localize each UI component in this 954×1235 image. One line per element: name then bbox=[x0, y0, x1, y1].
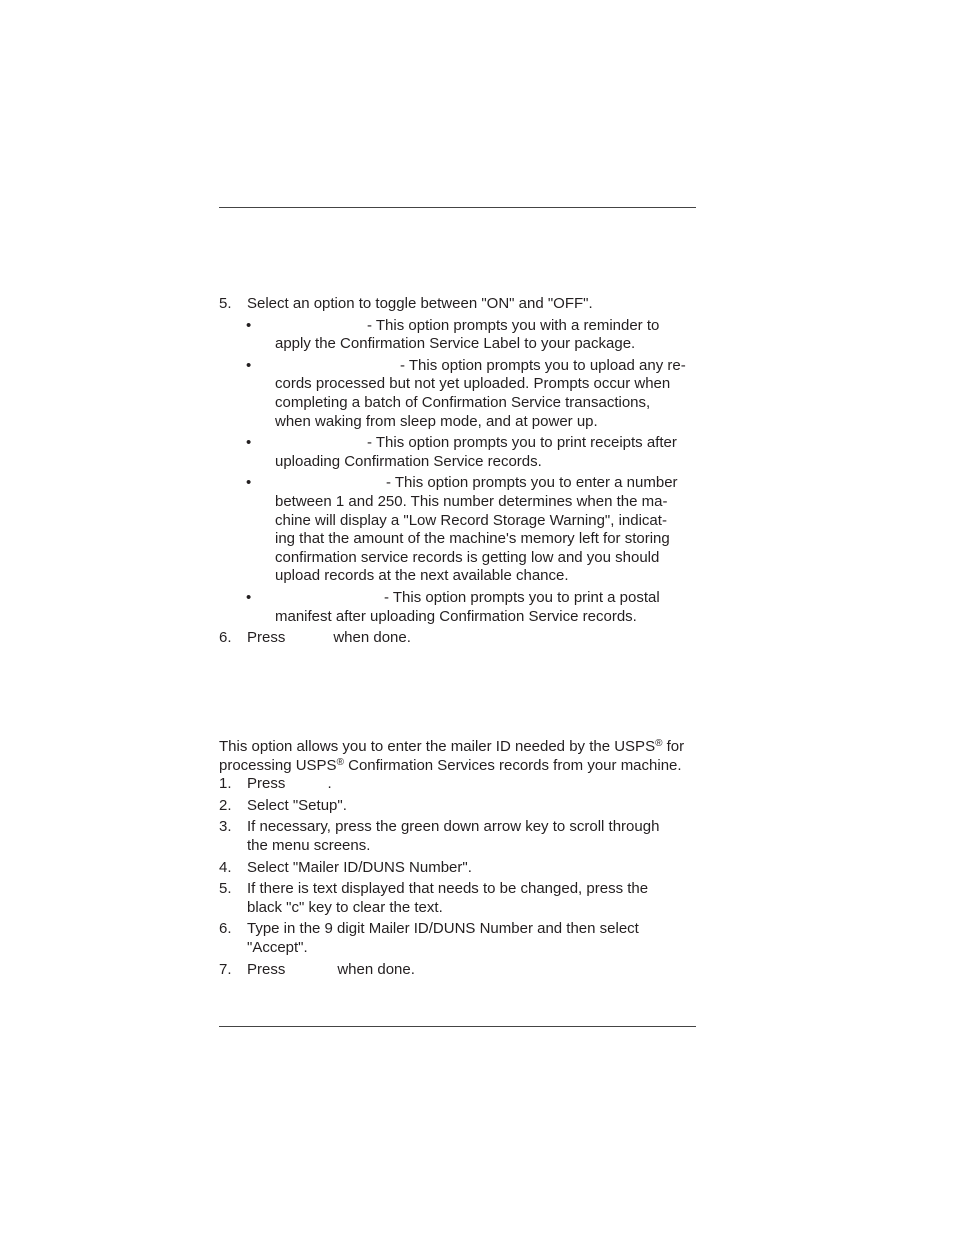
intro-text: for bbox=[662, 738, 685, 755]
step-number: 7. bbox=[219, 960, 232, 978]
bullet-line: - This option prompts you to enter a number bbox=[386, 474, 678, 492]
bullet-line: confirmation service records is getting low and you should bbox=[275, 548, 660, 566]
bullet-line: apply the Confirmation Service Label to your package. bbox=[275, 335, 636, 353]
step-text: black "c" key to clear the text. bbox=[247, 898, 443, 916]
intro-line bbox=[219, 738, 699, 757]
bullet-item bbox=[219, 589, 699, 626]
step-number: 1. bbox=[219, 775, 232, 793]
bullet-line: when waking from sleep mode, and at power up. bbox=[275, 412, 598, 430]
bullet-item bbox=[219, 474, 699, 586]
bullet-line: uploading Confirmation Service records. bbox=[275, 452, 542, 470]
bullet-icon: • bbox=[246, 316, 252, 334]
header-rule bbox=[219, 207, 696, 208]
step-text: If necessary, press the green down arrow key to scroll through bbox=[247, 818, 660, 836]
bullet-line: - This option prompts you with a reminder to bbox=[367, 316, 660, 334]
step-rest-text: when done. bbox=[333, 629, 411, 647]
step-text: If there is text displayed that needs to be changed, press the bbox=[247, 880, 649, 898]
step-text: Select "Setup". bbox=[247, 796, 347, 814]
bullet-line: cords processed but not yet uploaded. Prompts occur when bbox=[275, 375, 671, 393]
bullet-line: upload records at the next available chance. bbox=[275, 567, 569, 585]
step-6 bbox=[219, 920, 699, 957]
bullet-line: - This option prompts you to upload any re- bbox=[400, 356, 686, 374]
step-number: 4. bbox=[219, 858, 232, 876]
bullet-icon: • bbox=[246, 588, 252, 606]
step-text: Select an option to toggle between "ON" and "OFF". bbox=[247, 295, 593, 312]
step-text: the menu screens. bbox=[247, 836, 371, 854]
bullet-line: chine will display a "Low Record Storage Warning", indicat- bbox=[275, 511, 667, 529]
mailer-id-section bbox=[219, 738, 699, 979]
step-number: 6. bbox=[219, 920, 232, 938]
step-7 bbox=[219, 961, 699, 980]
step-number: 5. bbox=[219, 880, 232, 898]
step-text: Type in the 9 digit Mailer ID/DUNS Number and then select bbox=[247, 920, 639, 938]
bullet-line: between 1 and 250. This number determines when the ma- bbox=[275, 492, 668, 510]
step-3 bbox=[219, 818, 699, 855]
registered-mark: ® bbox=[655, 738, 663, 749]
step-5 bbox=[219, 880, 699, 917]
bullet-icon: • bbox=[246, 434, 252, 452]
step-5 bbox=[219, 295, 699, 314]
registered-mark: ® bbox=[336, 756, 344, 768]
step-2 bbox=[219, 797, 699, 816]
intro-text: Confirmation Services records from your machine. bbox=[343, 756, 682, 774]
step-number: 3. bbox=[219, 818, 232, 836]
bullet-icon: • bbox=[246, 356, 252, 374]
footer-rule bbox=[219, 1026, 696, 1027]
intro-line bbox=[219, 757, 699, 776]
bullet-line: manifest after uploading Confirmation Service records. bbox=[275, 607, 637, 625]
step-number: 6. bbox=[219, 629, 232, 647]
step-number: 2. bbox=[219, 796, 232, 814]
bullet-line: - This option prompts you to print receipts after bbox=[367, 434, 677, 452]
step-number: 5. bbox=[219, 295, 232, 312]
bullet-line: - This option prompts you to print a postal bbox=[384, 588, 660, 606]
bullet-item bbox=[219, 434, 699, 471]
step-text: Press . bbox=[247, 775, 332, 793]
step-press-text: Press bbox=[247, 629, 286, 647]
step-text: Select "Mailer ID/DUNS Number". bbox=[247, 858, 472, 876]
step-4 bbox=[219, 859, 699, 878]
bullet-item bbox=[219, 317, 699, 354]
step-6 bbox=[219, 629, 699, 648]
step-1 bbox=[219, 775, 699, 794]
intro-text: This option allows you to enter the mailer ID needed by the USPS bbox=[219, 738, 656, 755]
step-press-text: Press bbox=[247, 960, 286, 978]
bullet-icon: • bbox=[246, 474, 252, 492]
intro-text: processing USPS bbox=[219, 756, 337, 774]
toggle-options-section bbox=[219, 295, 699, 648]
bullet-line: completing a batch of Confirmation Service transactions, bbox=[275, 393, 651, 411]
step-rest-text: when done. bbox=[337, 960, 415, 978]
bullet-line: ing that the amount of the machine's memory left for storing bbox=[275, 530, 670, 548]
step-text: "Accept". bbox=[247, 938, 308, 956]
bullet-item bbox=[219, 357, 699, 431]
